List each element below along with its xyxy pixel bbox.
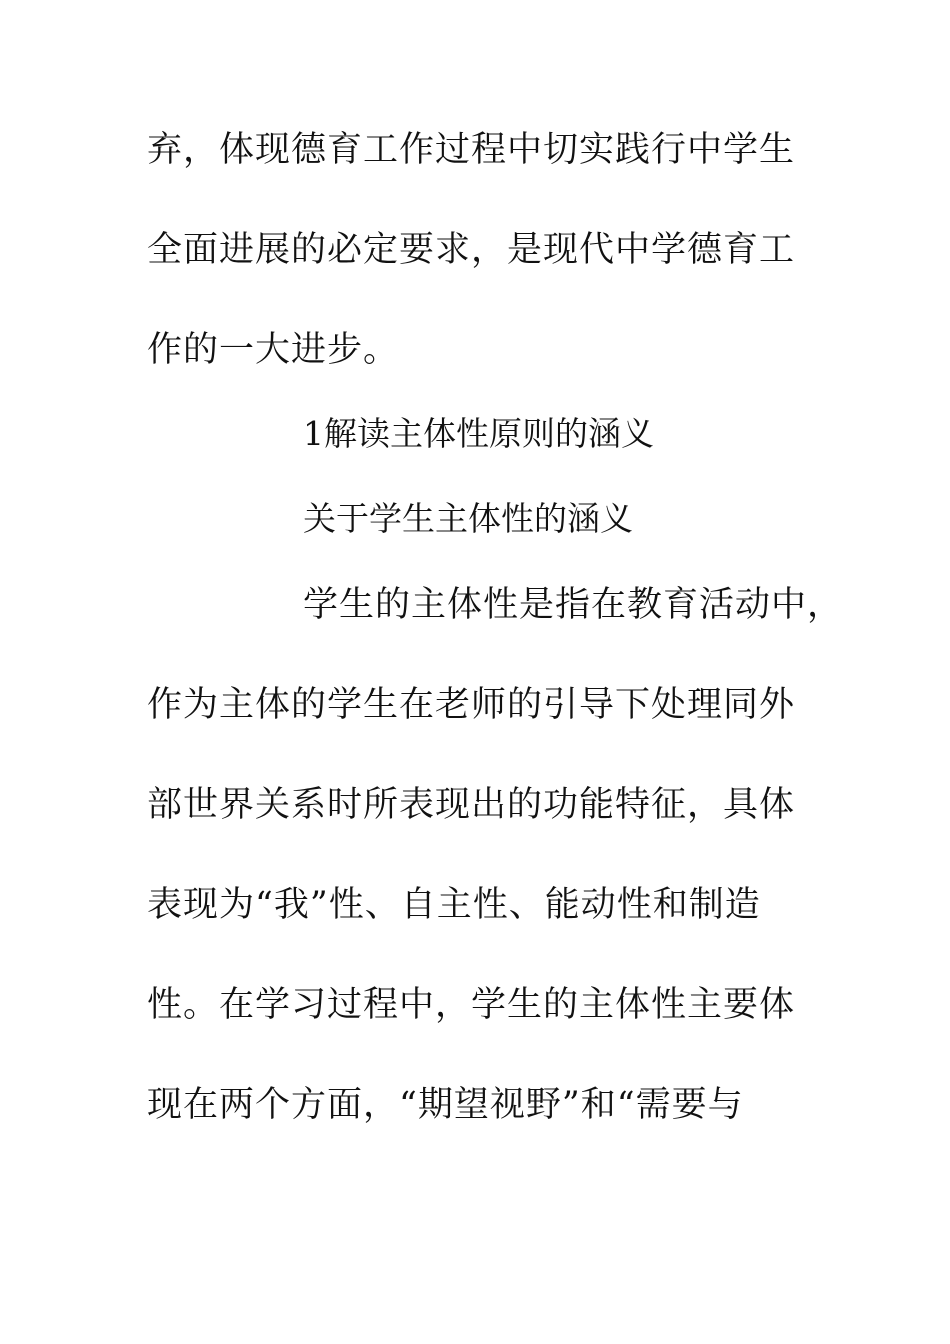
subsection-heading: 关于学生主体性的涵义 [303, 499, 633, 538]
body-text-line: 现在两个方面，“期望视野”和“需要与 [147, 1085, 744, 1125]
paragraph-first-line: 学生的主体性是指在教育活动中， [303, 585, 844, 625]
section-heading: 1解读主体性原则的涵义 [303, 414, 654, 453]
body-text-line: 性。在学习过程中，学生的主体性主要体 [147, 985, 796, 1025]
body-text-line: 部世界关系时所表现出的功能特征，具体 [147, 785, 796, 825]
body-text-line: 作为主体的学生在老师的引导下处理同外 [147, 685, 796, 725]
body-text-line: 作的一大进步。 [147, 330, 400, 370]
body-text-line: 全面进展的必定要求，是现代中学德育工 [147, 230, 796, 270]
body-text-line: 表现为“我”性、自主性、能动性和制造 [147, 885, 761, 925]
body-text-line: 弃，体现德育工作过程中切实践行中学生 [147, 130, 796, 170]
